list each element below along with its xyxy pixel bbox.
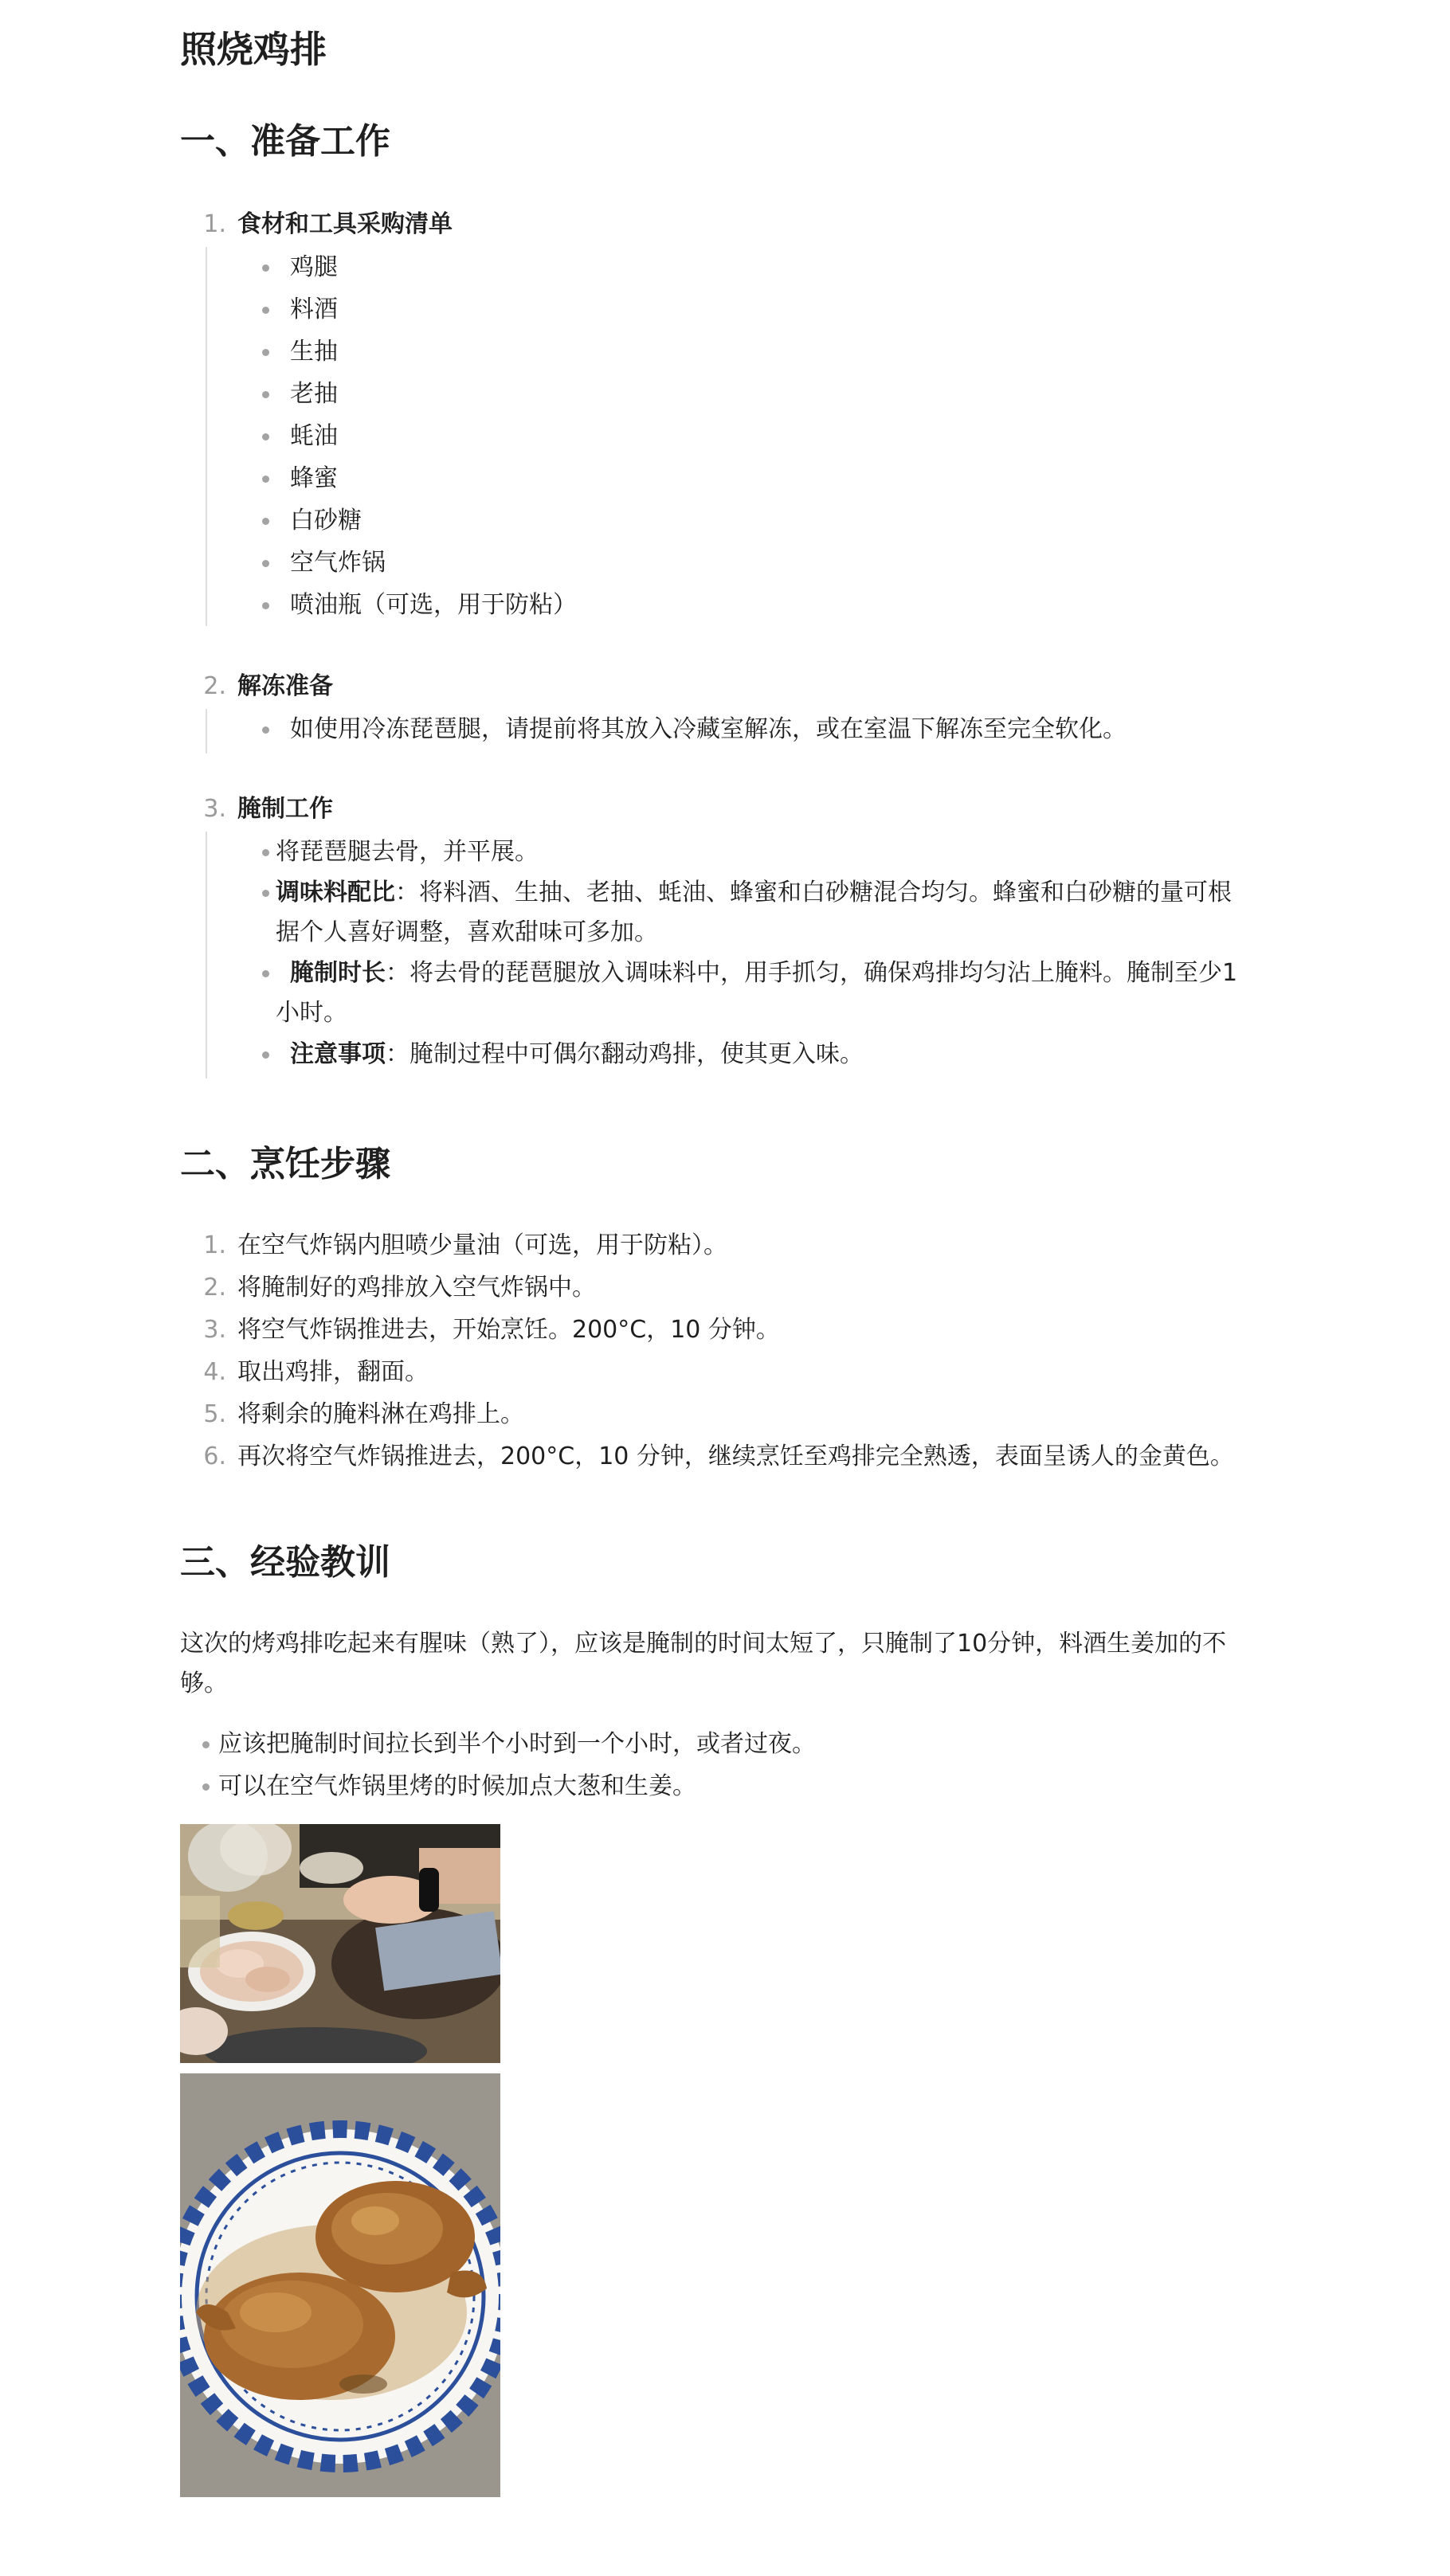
- list-item: 老抽: [290, 380, 338, 408]
- list-item: 应该把腌制时间拉长到半个小时到一个小时，或者过夜。: [218, 1730, 816, 1758]
- list-item: 将剩余的腌料淋在鸡排上。: [237, 1400, 524, 1428]
- paragraph-line: 够。: [180, 1670, 228, 1697]
- list-number: 2.: [203, 1274, 226, 1302]
- bullet-dot: [262, 970, 269, 977]
- list-item-text: ：将料酒、生抽、老抽、蚝油、蜂蜜和白砂糖混合均匀。蜂蜜和白砂糖的量可根: [395, 879, 1232, 906]
- list-item-title: 腌制工作: [237, 795, 333, 823]
- list-item: 取出鸡排，翻面。: [237, 1358, 429, 1386]
- list-item: 空气炸锅: [290, 549, 386, 577]
- list-item-text: ：腌制过程中可偶尔翻动鸡排，使其更入味。: [386, 1040, 864, 1068]
- list-item-label: 腌制时长: [290, 959, 386, 987]
- bullet-dot: [202, 1783, 210, 1791]
- page-title: 照烧鸡排: [180, 28, 327, 71]
- list-item: 将腌制好的鸡排放入空气炸锅中。: [237, 1274, 596, 1302]
- list-number: 3.: [203, 795, 226, 823]
- list-item-label: 调味料配比: [276, 879, 395, 906]
- section-heading-prep: 一、准备工作: [180, 121, 390, 162]
- list-number: 6.: [203, 1443, 226, 1470]
- bullet-dot: [262, 560, 269, 567]
- list-number: 3.: [203, 1316, 226, 1344]
- paragraph-line: 这次的烤鸡排吃起来有腥味（熟了），应该是腌制的时间太短了，只腌制了10分钟，料酒生姜加的不: [180, 1630, 1227, 1658]
- list-item: [276, 872, 1232, 914]
- section-heading-lessons: 三、经验教训: [180, 1542, 390, 1583]
- section-heading-cook: 二、烹饪步骤: [180, 1144, 390, 1184]
- list-guide-line: [206, 247, 207, 626]
- bullet-dot: [262, 518, 269, 525]
- list-item: 将空气炸锅推进去，开始烹饪。200°C，10 分钟。: [237, 1316, 780, 1344]
- list-item: 生抽: [290, 338, 338, 366]
- list-number: 4.: [203, 1358, 226, 1386]
- list-item: 鸡腿: [290, 253, 338, 281]
- list-item-continuation: 据个人喜好调整，喜欢甜味可多加。: [276, 918, 658, 946]
- bullet-dot: [262, 849, 269, 856]
- list-item-text: ：将去骨的琵琶腿放入调味料中，用手抓匀，确保鸡排均匀沾上腌料。腌制至少1: [386, 959, 1238, 987]
- list-item: [290, 953, 1237, 994]
- list-item: 料酒: [290, 296, 338, 323]
- bullet-dot: [262, 307, 269, 314]
- list-item: 在空气炸锅内胆喷少量油（可选，用于防粘）。: [237, 1231, 727, 1259]
- bullet-dot: [262, 264, 269, 272]
- bullet-dot: [262, 433, 269, 440]
- bullet-dot: [262, 726, 269, 734]
- list-number: 1.: [203, 1231, 226, 1259]
- photo-finished-dish: [180, 2073, 500, 2497]
- bullet-dot: [262, 890, 269, 897]
- photo-preparation-graphic: [180, 1824, 500, 2063]
- list-guide-line: [206, 709, 207, 754]
- list-item: [290, 1034, 864, 1075]
- bullet-dot: [262, 602, 269, 609]
- list-item: 蚝油: [290, 422, 338, 450]
- photo-finished-dish-graphic: [180, 2073, 500, 2497]
- list-item: 如使用冷冻琵琶腿，请提前将其放入冷藏室解冻，或在室温下解冻至完全软化。: [290, 715, 1127, 743]
- list-item: 喷油瓶（可选，用于防粘）: [290, 591, 577, 619]
- list-item-title: 解冻准备: [237, 672, 333, 700]
- bullet-dot: [262, 391, 269, 398]
- bullet-dot: [262, 476, 269, 483]
- list-item: 蜂蜜: [290, 464, 338, 492]
- photo-preparation: [180, 1824, 500, 2063]
- list-number: 1.: [203, 210, 226, 238]
- list-item-continuation: 小时。: [276, 999, 347, 1027]
- list-number: 2.: [203, 672, 226, 700]
- list-item: 将琵琶腿去骨，并平展。: [276, 838, 539, 866]
- list-item-label: 注意事项: [290, 1040, 386, 1068]
- list-item: 再次将空气炸锅推进去，200°C，10 分钟，继续烹饪至鸡排完全熟透，表面呈诱人的金黄色。: [237, 1443, 1234, 1470]
- bullet-dot: [262, 349, 269, 356]
- bullet-dot: [262, 1051, 269, 1059]
- list-item-title: 食材和工具采购清单: [237, 210, 453, 238]
- list-guide-line: [206, 832, 207, 1079]
- list-number: 5.: [203, 1400, 226, 1428]
- list-item: 可以在空气炸锅里烤的时候加点大葱和生姜。: [218, 1772, 696, 1800]
- bullet-dot: [202, 1741, 210, 1748]
- list-item: 白砂糖: [290, 507, 362, 534]
